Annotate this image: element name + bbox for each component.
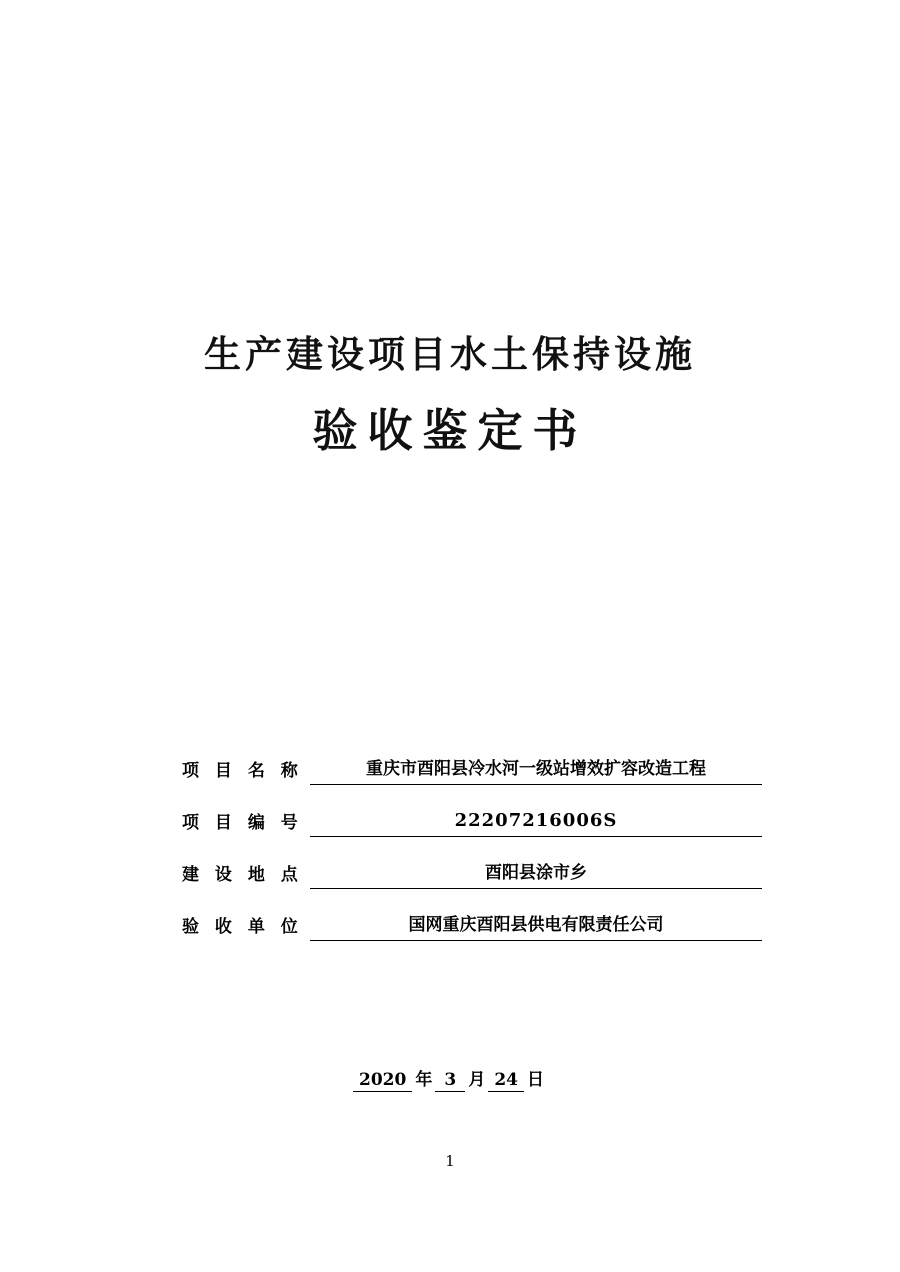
field-label-project-number: 项 目 编 号 (182, 813, 303, 833)
document-title-block (0, 330, 900, 460)
field-row-acceptance-unit (182, 911, 762, 941)
field-value-acceptance-unit: 国网重庆酉阳县供电有限责任公司 (310, 912, 762, 941)
field-row-project-name (182, 755, 762, 785)
field-label-project-name: 项 目 名 称 (182, 761, 303, 781)
field-label-acceptance-unit: 验 收 单 位 (182, 917, 303, 937)
footer-page-number: 1 (445, 1152, 455, 1170)
field-label-construction-site: 建 设 地 点 (182, 865, 303, 885)
page-title-line-2: 验收鉴定书 (312, 403, 588, 457)
field-value-project-number: 22207216006S (310, 808, 762, 837)
date-year-unit: 年 (415, 1070, 433, 1090)
document-date (0, 1065, 900, 1092)
field-value-construction-site: 酉阳县涂市乡 (310, 860, 762, 889)
project-info-fields (182, 755, 762, 963)
field-row-project-number (182, 807, 762, 837)
date-day-unit: 日 (527, 1070, 544, 1090)
date-month-unit: 月 (468, 1070, 486, 1090)
field-row-construction-site (182, 859, 762, 889)
date-day: 24 (488, 1070, 524, 1092)
field-value-project-name: 重庆市酉阳县冷水河一级站增效扩容改造工程 (310, 756, 762, 785)
page-title-line-1: 生产建设项目水土保持设施 (204, 333, 696, 376)
date-month: 3 (435, 1070, 465, 1092)
date-year: 2020 (353, 1070, 412, 1092)
